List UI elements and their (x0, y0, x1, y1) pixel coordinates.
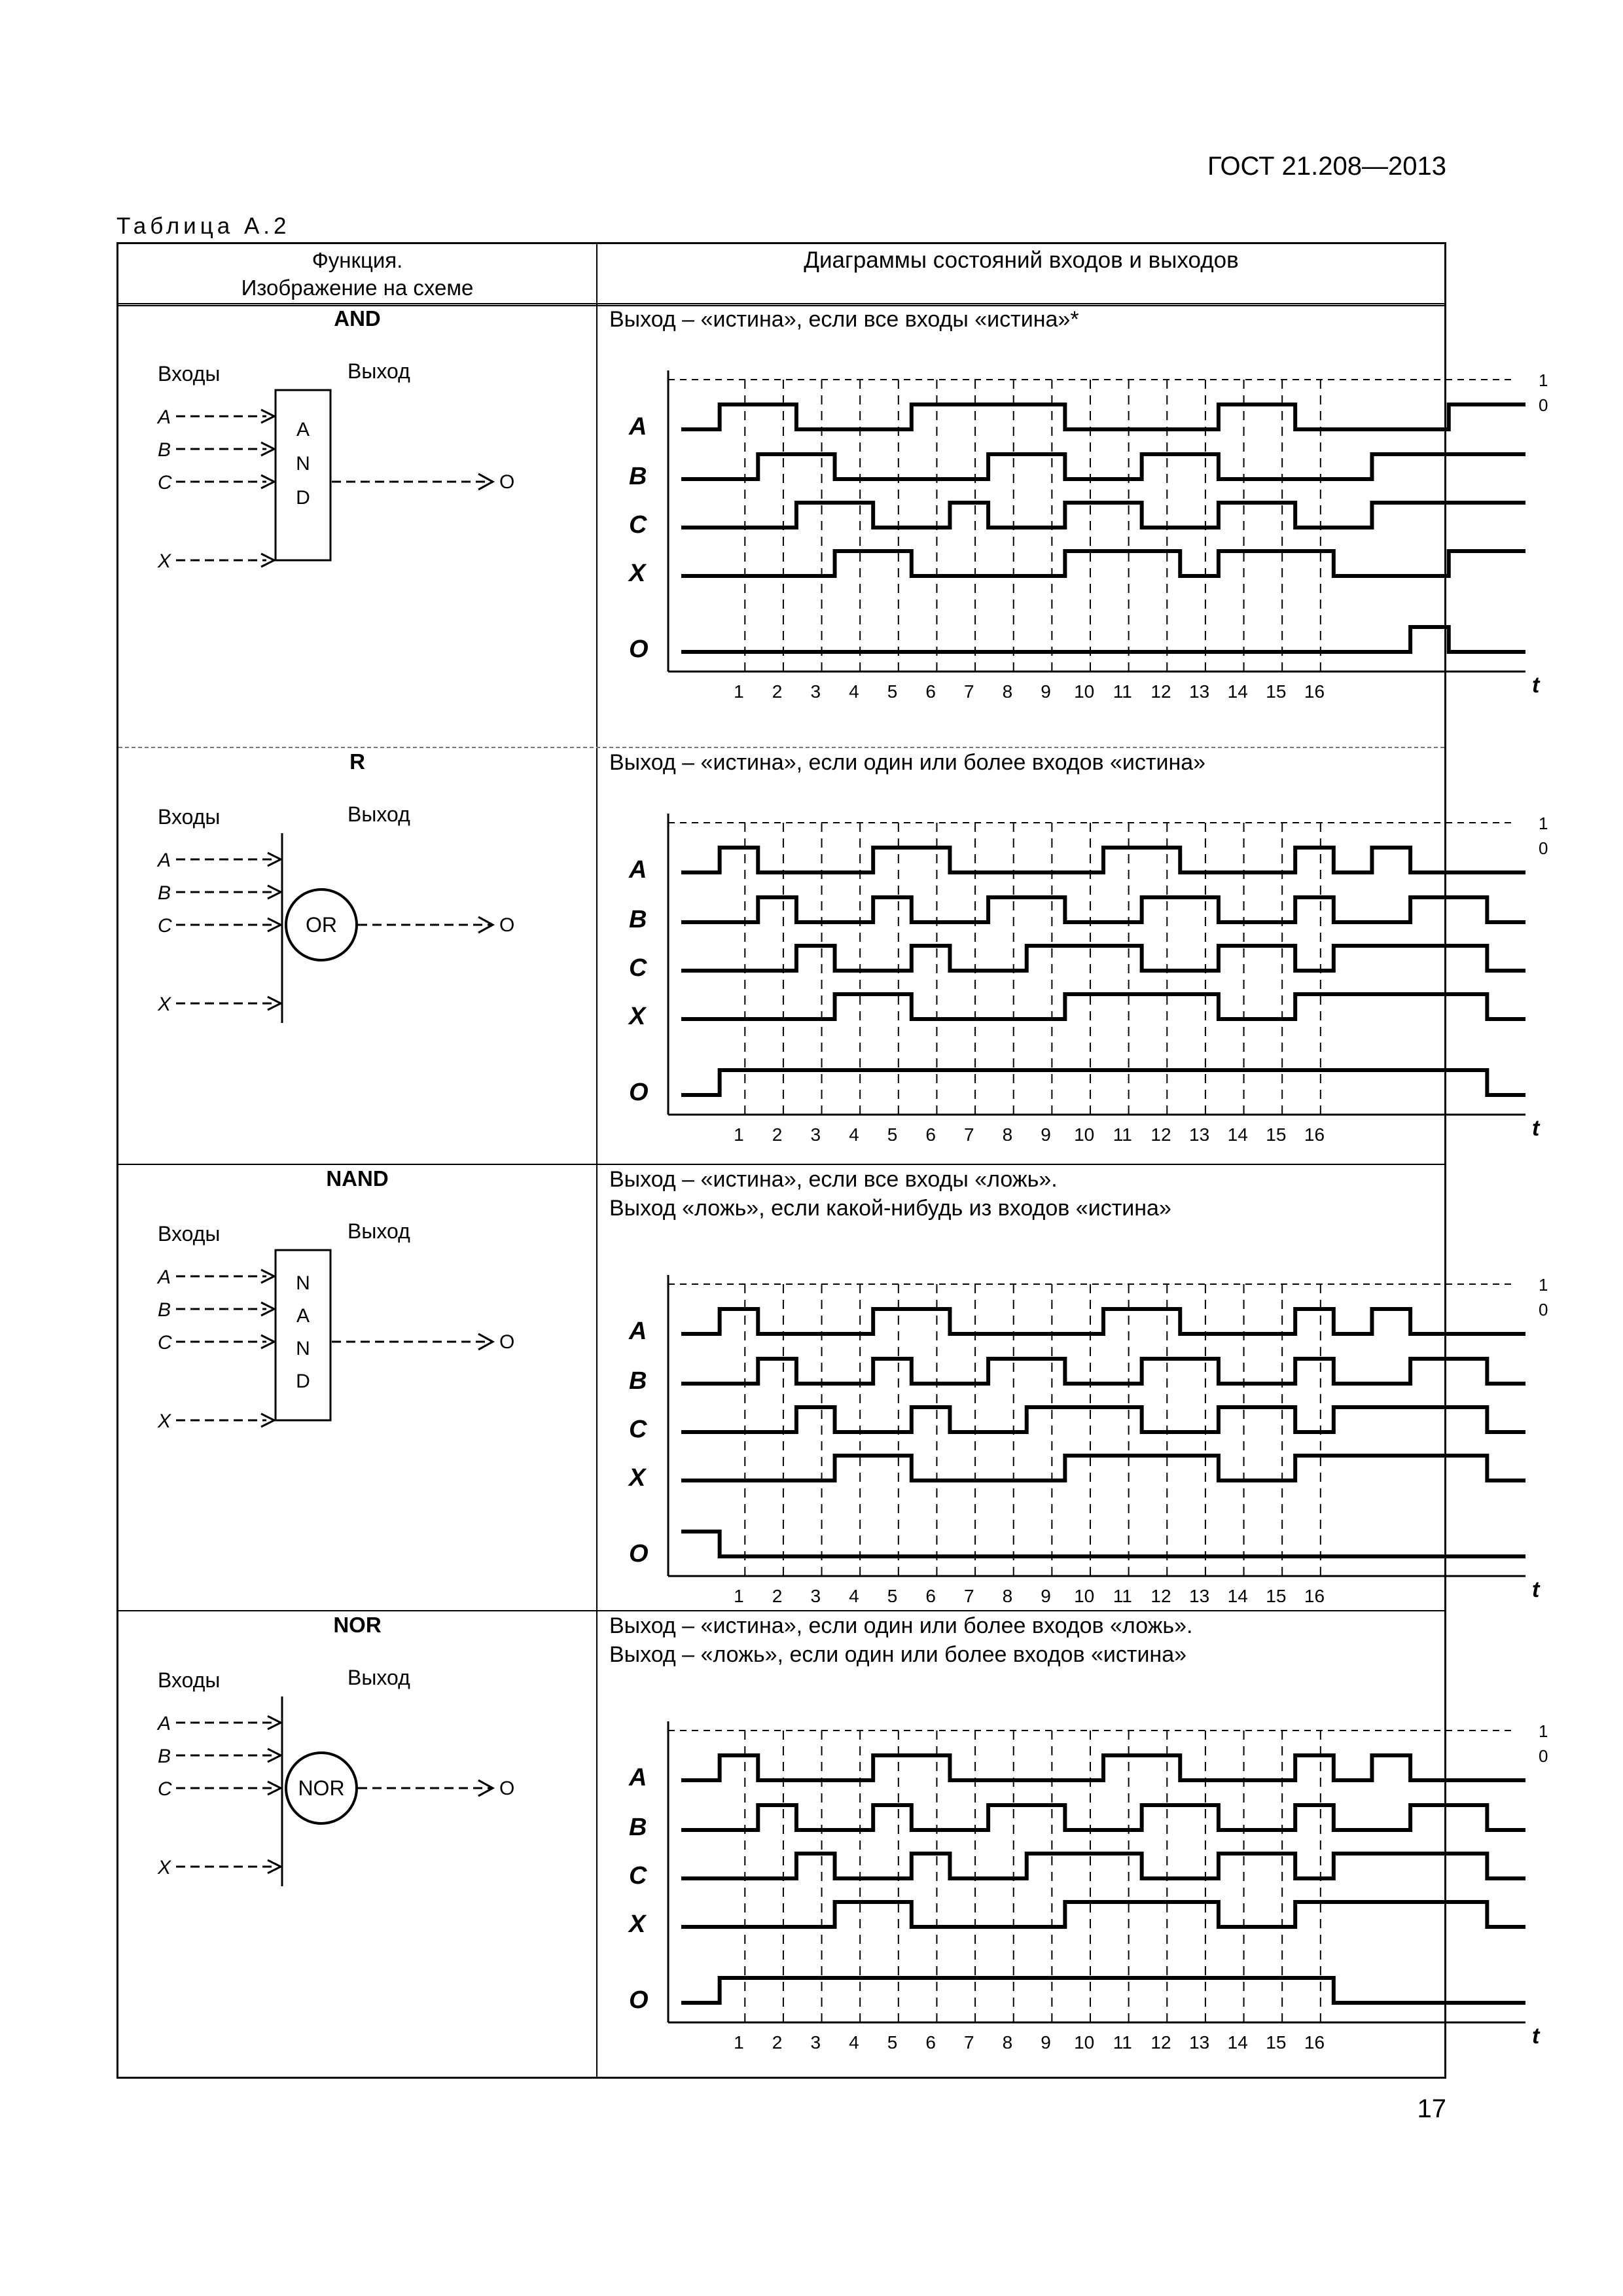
time-tick-label: 3 (810, 1124, 821, 1141)
gate-schematic (151, 1664, 557, 1926)
gate-description-line: Выход – «истина», если один или более входов «истина» (609, 750, 1206, 775)
time-tick-label: 8 (1002, 1124, 1013, 1141)
time-axis-label: t (1532, 2024, 1540, 2049)
gate-title: NOR (333, 1613, 382, 1637)
time-tick-label: 9 (1041, 2032, 1051, 2049)
time-axis-label: t (1532, 673, 1540, 698)
signal-trace-a (681, 1755, 1525, 1780)
time-tick-label: 16 (1304, 1586, 1325, 1602)
signal-name-x: X (629, 560, 646, 587)
table-caption: Таблица А.2 (116, 213, 291, 239)
signal-trace-c (681, 1407, 1525, 1432)
gate-description (609, 1165, 1171, 1223)
time-tick-label: 16 (1304, 681, 1325, 698)
time-tick-label: 15 (1266, 1124, 1287, 1141)
time-tick-label: 14 (1227, 2032, 1248, 2049)
time-tick-label: 1 (734, 681, 744, 698)
time-tick-label: 13 (1189, 1124, 1210, 1141)
timing-diagram (603, 800, 1558, 1141)
signal-name-o: O (629, 1079, 649, 1106)
time-tick-label: 12 (1150, 681, 1171, 698)
time-tick-label: 5 (887, 2032, 898, 2049)
signal-trace-b (681, 1359, 1525, 1384)
time-tick-label: 2 (772, 681, 783, 698)
signal-name-c: C (629, 1862, 647, 1890)
time-axis-label: t (1532, 1116, 1540, 1141)
time-tick-label: 10 (1074, 1586, 1095, 1602)
time-tick-label: 15 (1266, 1586, 1287, 1602)
pin-label: B (158, 439, 171, 461)
gate-description-line: Выход – «истина», если все входы «истина»* (609, 307, 1079, 332)
gate-description-line: Выход – «ложь», если один или более входов «истина» (609, 1642, 1187, 1667)
level-label: 0 (1539, 1746, 1548, 1766)
pin-label: A (158, 406, 171, 428)
gate-description-line: Выход – «истина», если все входы «ложь». (609, 1167, 1058, 1192)
time-tick-label: 7 (963, 1124, 974, 1141)
gate-description (609, 1611, 1192, 1669)
pin-label: X (158, 994, 171, 1015)
pin-label: C (158, 1332, 172, 1354)
time-tick-label: 8 (1002, 681, 1013, 698)
gate-label: D (296, 487, 310, 509)
signal-trace-o (681, 627, 1525, 652)
signal-trace-c (681, 946, 1525, 971)
gate-table (116, 242, 1548, 2079)
signal-name-o: O (629, 636, 649, 663)
level-label: 0 (1539, 1300, 1548, 1319)
signal-name-c: C (629, 954, 647, 982)
signal-trace-x (681, 551, 1525, 576)
output-label: Выход (348, 1219, 410, 1243)
pin-label: X (158, 1410, 171, 1432)
column-header-line-2: Изображение на схеме (241, 276, 474, 300)
output-label: Выход (348, 802, 410, 826)
time-tick-label: 4 (849, 681, 859, 698)
gate-label: A (296, 1305, 310, 1327)
pin-label: B (158, 882, 171, 904)
pin-label: B (158, 1299, 171, 1321)
time-tick-label: 5 (887, 1124, 898, 1141)
level-label: 1 (1539, 1275, 1548, 1295)
time-tick-label: 10 (1074, 1124, 1095, 1141)
time-tick-label: 3 (810, 2032, 821, 2049)
gate-title: AND (334, 306, 381, 331)
signal-trace-c (681, 1854, 1525, 1878)
signal-trace-x (681, 994, 1525, 1019)
time-tick-label: 11 (1113, 1586, 1132, 1602)
time-tick-label: 13 (1189, 681, 1210, 698)
pin-label: C (158, 1778, 172, 1800)
column-divider (596, 244, 597, 2077)
gate-description (609, 305, 1079, 334)
pin-label: A (158, 850, 171, 871)
time-tick-label: 4 (849, 2032, 859, 2049)
time-tick-label: 1 (734, 2032, 744, 2049)
time-tick-label: 3 (810, 1586, 821, 1602)
page-number: 17 (1417, 2094, 1446, 2123)
signal-name-a: A (629, 1318, 647, 1345)
time-tick-label: 8 (1002, 2032, 1013, 2049)
time-tick-label: 9 (1041, 1586, 1051, 1602)
column-header-function (118, 247, 596, 302)
output-label: Выход (348, 359, 410, 383)
signal-name-b: B (629, 1814, 647, 1841)
gate-description (609, 748, 1205, 777)
signal-name-c: C (629, 1416, 647, 1443)
pin-label: A (158, 1713, 171, 1734)
signal-name-b: B (629, 906, 647, 933)
gate-schematic (151, 800, 557, 1062)
inputs-label: Входы (158, 1668, 221, 1692)
signal-name-o: O (629, 1540, 649, 1568)
output-pin-label: O (499, 1778, 515, 1799)
signal-trace-o (681, 1070, 1525, 1095)
signal-trace-x (681, 1902, 1525, 1927)
time-tick-label: 14 (1227, 1124, 1248, 1141)
signal-name-a: A (629, 1764, 647, 1791)
time-tick-label: 2 (772, 1586, 783, 1602)
time-tick-label: 15 (1266, 2032, 1287, 2049)
time-tick-label: 12 (1150, 1124, 1171, 1141)
time-tick-label: 6 (925, 681, 936, 698)
time-tick-label: 11 (1113, 2032, 1132, 2049)
signal-trace-o (681, 1978, 1525, 2003)
time-tick-label: 14 (1227, 681, 1248, 698)
time-tick-label: 16 (1304, 1124, 1325, 1141)
inputs-label: Входы (158, 1222, 221, 1246)
level-label: 1 (1539, 370, 1548, 390)
time-tick-label: 4 (849, 1124, 859, 1141)
time-tick-label: 10 (1074, 2032, 1095, 2049)
time-tick-label: 6 (925, 1586, 936, 1602)
pin-label: C (158, 915, 172, 937)
signal-trace-a (681, 1309, 1525, 1334)
signal-trace-b (681, 1805, 1525, 1830)
time-tick-label: 13 (1189, 2032, 1210, 2049)
signal-name-a: A (629, 856, 647, 884)
time-tick-label: 10 (1074, 681, 1095, 698)
time-tick-label: 9 (1041, 681, 1051, 698)
gate-title: NAND (326, 1166, 389, 1191)
signal-trace-c (681, 503, 1525, 528)
gate-label: NOR (298, 1776, 345, 1800)
gate-symbol (276, 390, 330, 560)
output-pin-label: O (499, 914, 515, 936)
time-tick-label: 13 (1189, 1586, 1210, 1602)
time-tick-label: 7 (963, 1586, 974, 1602)
time-tick-label: 5 (887, 681, 898, 698)
time-axis-label: t (1532, 1577, 1540, 1602)
pin-label: X (158, 1857, 171, 1878)
gate-schematic (151, 357, 557, 619)
gate-label: N (296, 453, 310, 475)
time-tick-label: 8 (1002, 1586, 1013, 1602)
inputs-label: Входы (158, 805, 221, 829)
timing-diagram (603, 1708, 1558, 2049)
time-tick-label: 16 (1304, 2032, 1325, 2049)
gate-description-line: Выход – «истина», если один или более входов «ложь». (609, 1613, 1193, 1638)
signal-name-o: O (629, 1986, 649, 2014)
pin-label: A (158, 1266, 171, 1288)
timing-diagram (603, 1262, 1558, 1602)
inputs-label: Входы (158, 362, 221, 386)
signal-trace-b (681, 454, 1525, 479)
signal-name-b: B (629, 1367, 647, 1395)
time-tick-label: 6 (925, 2032, 936, 2049)
time-tick-label: 12 (1150, 2032, 1171, 2049)
signal-trace-b (681, 897, 1525, 922)
time-tick-label: 2 (772, 1124, 783, 1141)
signal-name-x: X (629, 1464, 646, 1492)
time-tick-label: 14 (1227, 1586, 1248, 1602)
time-tick-label: 1 (734, 1586, 744, 1602)
gate-title: R (349, 749, 365, 774)
level-label: 0 (1539, 395, 1548, 415)
level-label: 0 (1539, 838, 1548, 858)
time-tick-label: 9 (1041, 1124, 1051, 1141)
time-tick-label: 2 (772, 2032, 783, 2049)
output-pin-label: O (499, 1331, 515, 1353)
gate-description-line: Выход «ложь», если какой-нибудь из входов «истина» (609, 1196, 1171, 1221)
signal-trace-o (681, 1532, 1525, 1556)
pin-label: C (158, 472, 172, 493)
time-tick-label: 12 (1150, 1586, 1171, 1602)
output-label: Выход (348, 1666, 410, 1689)
time-tick-label: 1 (734, 1124, 744, 1141)
time-tick-label: 7 (963, 2032, 974, 2049)
pin-label: B (158, 1746, 171, 1767)
signal-name-a: A (629, 413, 647, 440)
time-tick-label: 7 (963, 681, 974, 698)
level-label: 1 (1539, 1721, 1548, 1741)
signal-name-b: B (629, 463, 647, 490)
time-tick-label: 5 (887, 1586, 898, 1602)
pin-label: X (158, 550, 171, 572)
signal-name-c: C (629, 511, 647, 539)
gate-label: N (296, 1338, 310, 1359)
column-header-line-1: Функция. (312, 248, 403, 272)
document-code: ГОСТ 21.208—2013 (1207, 152, 1446, 181)
gate-label: D (296, 1371, 310, 1392)
gate-label: A (296, 419, 310, 440)
gate-label: N (296, 1272, 310, 1294)
output-pin-label: O (499, 471, 515, 493)
timing-diagram (603, 357, 1558, 698)
signal-name-x: X (629, 1910, 646, 1938)
signal-trace-a (681, 848, 1525, 872)
level-label: 1 (1539, 814, 1548, 833)
signal-name-x: X (629, 1003, 646, 1030)
gate-label: OR (306, 913, 337, 937)
time-tick-label: 15 (1266, 681, 1287, 698)
column-header-diagrams: Диаграммы состояний входов и выходов (804, 247, 1239, 273)
time-tick-label: 11 (1113, 681, 1132, 698)
time-tick-label: 11 (1113, 1124, 1132, 1141)
gate-schematic (151, 1217, 557, 1479)
signal-trace-a (681, 404, 1525, 429)
time-tick-label: 4 (849, 1586, 859, 1602)
signal-trace-x (681, 1456, 1525, 1480)
time-tick-label: 3 (810, 681, 821, 698)
time-tick-label: 6 (925, 1124, 936, 1141)
